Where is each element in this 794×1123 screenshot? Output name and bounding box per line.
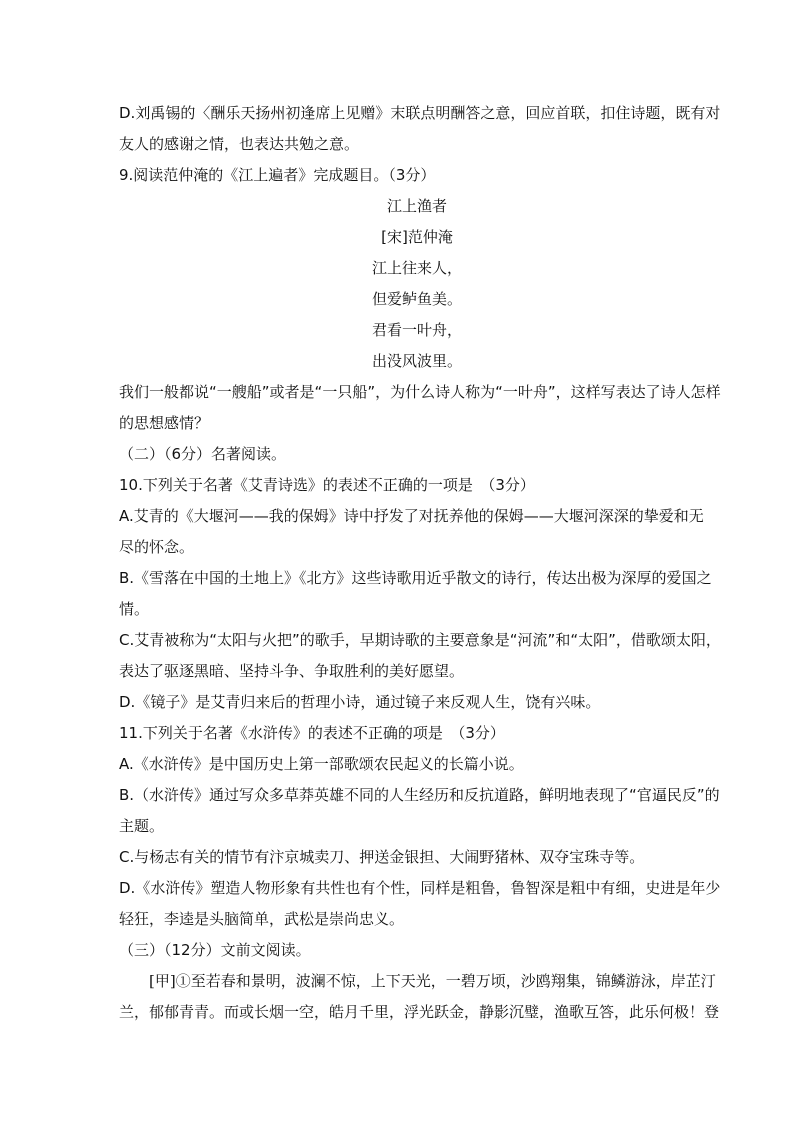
q8-option-d-line1: D.刘禹锡的〈酬乐天扬州初逢席上见赠》末联点明酬答之意，回应首联，扣住诗题，既有对 bbox=[119, 104, 721, 122]
classical-text-line2: 兰，郁郁青青。而或长烟一空，皓月千里，浮光跃金，静影沉璧，渔歌互答，此乐何极！登 bbox=[119, 1003, 720, 1021]
poem-line-4: 出没风波里。 bbox=[371, 352, 462, 370]
q11-stem: 11.下列关于名著《水浒传》的表述不正确的项是 （3分） bbox=[119, 724, 505, 742]
q10-option-b-line1: B.《雪落在中国的土地上》《北方》这些诗歌用近乎散文的诗行，传达出极为深厚的爱国之 bbox=[119, 569, 712, 587]
q9-question-line2: 的思想感情？ bbox=[119, 414, 210, 432]
section3-header: （三）（12分）文前文阅读。 bbox=[119, 941, 311, 959]
q10-option-a-line1: A.艾青的《大堰河——我的保姆》诗中抒发了对抚养他的保姆——大堰河深深的挚爱和无 bbox=[119, 507, 704, 525]
q8-option-d-line2: 友人的感谢之情，也表达共勉之意。 bbox=[119, 135, 360, 153]
q10-option-d: D.《镜子》是艾青归来后的哲理小诗，通过镜子来反观人生，饶有兴味。 bbox=[119, 693, 601, 711]
poem-line-1: 江上往来人， bbox=[371, 259, 462, 277]
q11-option-d-line2: 轻狂，李逵是头脑简单，武松是崇尚忠义。 bbox=[119, 910, 405, 928]
q9-question-line1: 我们一般都说“一艘船”或者是“一只船”，为什么诗人称为“一叶舟”，这样写表达了诗人怎样 bbox=[119, 383, 721, 401]
q10-stem: 10.下列关于名著《艾青诗选》的表述不正确的一项是 （3分） bbox=[119, 476, 535, 494]
q11-option-a: A.《水浒传》是中国历史上第一部歌颂农民起义的长篇小说。 bbox=[119, 755, 524, 773]
q11-option-d-line1: D.《水浒传》塑造人物形象有共性也有个性，同样是粗鲁，鲁智深是粗中有细，史进是年少 bbox=[119, 879, 721, 897]
q10-option-c-line2: 表达了驱逐黑暗、坚持斗争、争取胜利的美好愿望。 bbox=[119, 662, 465, 680]
q11-option-b-line2: 主题。 bbox=[119, 817, 165, 835]
poem-line-3: 君看一叶舟， bbox=[371, 321, 462, 339]
poem-line-2: 但爱鲈鱼美。 bbox=[371, 290, 462, 308]
page-content bbox=[119, 98, 721, 1028]
q11-option-b-line1: B.（水浒传》通过写众多草莽英雄不同的人生经历和反抗道路，鲜明地表现了“官逼民反”的 bbox=[119, 786, 720, 804]
q10-option-b-line2: 情。 bbox=[119, 600, 150, 618]
classical-text-line1: [甲]①至若春和景明，波澜不惊，上下天光，一碧万顷，沙鸥翔集，锦鳞游泳，岸芷汀 bbox=[149, 972, 716, 990]
q10-option-a-line2: 尽的怀念。 bbox=[119, 538, 195, 556]
poem-title: 江上渔者 bbox=[386, 197, 447, 215]
q10-option-c-line1: C.艾青被称为“太阳与火把”的歌手，早期诗歌的主要意象是“河流”和“太阳”，借歌颂太阳， bbox=[119, 631, 721, 649]
poem-author: [宋]范仲淹 bbox=[381, 228, 453, 246]
q11-option-c: C.与杨志有关的情节有汴京城卖刀、押送金银担、大闹野猪林、双夺宝珠寺等。 bbox=[119, 848, 645, 866]
section2-header: （二）（6分）名著阅读。 bbox=[119, 445, 287, 463]
q9-stem: 9.阅读范仲淹的《江上遍者》完成题目。（3分） bbox=[119, 166, 436, 184]
